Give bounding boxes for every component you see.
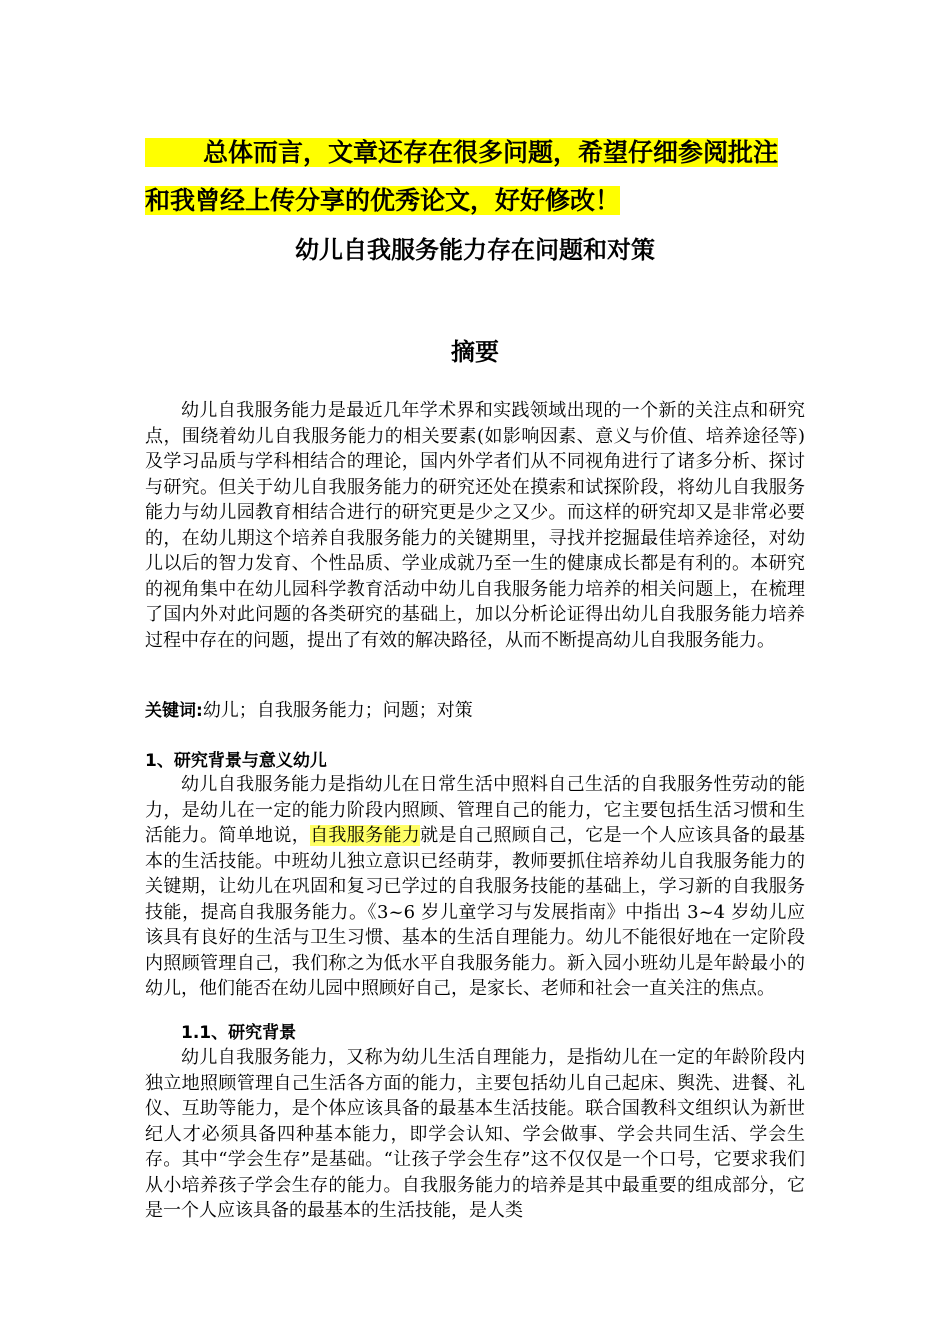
abstract-body: 幼儿自我服务能力是最近几年学术界和实践领域出现的一个新的关注点和研究点，围绕着幼儿自我服务能力的相关要素(如影响因素、意义与价值、培养途径等)及学习品质与学科相结合的理论，国内外学者们从不同视角进行了诸多分析、探讨与研究。但关于幼儿自我服务能力的研究还处在摸索和试探阶段，将幼儿自我服务能力与幼儿园教育相结合进行的研究更是少之又少。而这样的研究却又是非常必要的，在幼儿期这个培养自我服务能力的关键期里，寻找并挖掘最佳培养途径，对幼儿以后的智力发育、个性品质、学业成就乃至一生的健康成长都是有利的。本研究的视角集中在幼儿园科学教育活动中幼儿自我服务能力培养的相关问题上，在梳理了国内外对此问题的各类研究的基础上，加以分析论证得出幼儿自我服务能力培养过程中存在的问题，提出了有效的解决路径，从而不断提高幼儿自我服务能力。 bbox=[145, 400, 805, 651]
paper-title: 幼儿自我服务能力存在问题和对策 bbox=[295, 236, 655, 264]
section-1-1-body: 幼儿自我服务能力，又称为幼儿生活自理能力，是指幼儿在一定的年龄阶段内独立地照顾管理自己生活各方面的能力，主要包括幼儿自己起床、舆洗、进餐、礼仪、互助等能力，是个体应该具备的最基本生活技能。联合国教科文组织认为新世纪人才必须具备四种基本能力，即学会认知、学会做事、学会共同生活、学会生存。其中“学会生存”是基础。“让孩子学会生存”这不仅仅是一个口号，它要求我们从小培养孩子学会生存的能力。自我服务能力的培养是其中最重要的组成部分，它是一个人应该具备的最基本的生活技能，是人类 bbox=[145, 1047, 805, 1221]
section-1-text-after: 就是自己照顾自己，它是一个人应该具备的最基本的生活技能。中班幼儿独立意识已经萌芽，教师要抓住培养幼儿自我服务能力的关键期，让幼儿在巩固和复习已学过的自我服务技能的基础上，学习新的自我服务技能，提高自我服务能力。《3~6 岁儿童学习与发展指南》中指出 3~4 岁幼儿应该具有良好的生活与卫生习惯、基本的生活自理能力。幼儿不能很好地在一定阶段内照顾管理自己，我们称之为低水平自我服务能力。新入园小班幼儿是年龄最小的幼儿，他们能否在幼儿园中照顾好自己，是家长、老师和社会一直关注的焦点。 bbox=[145, 825, 806, 999]
reviewer-note-line-1 bbox=[145, 133, 778, 173]
reviewer-note-highlight: 和我曾经上传分享的优秀论文，好好修改！ bbox=[145, 186, 621, 215]
keywords-value: 幼儿；自我服务能力；问题；对策 bbox=[202, 700, 473, 721]
reviewer-note-highlight: 总体而言，文章还存在很多问题，希望仔细参阅批注 bbox=[145, 138, 778, 167]
reviewer-note-line-2 bbox=[145, 181, 620, 221]
inline-highlight: 自我服务能力 bbox=[310, 825, 421, 846]
keywords-line bbox=[145, 698, 805, 724]
section-1-text-before: 幼儿自我服务能力是指幼儿在日常生活中照料自己生活的自我服务性劳动的能力，是幼儿在一定的能力阶段内照顾、管理自己的能力，它主要包括生活习惯和生活能力。简单地说， bbox=[145, 774, 805, 846]
section-1-body bbox=[145, 772, 805, 1002]
section-1-heading: 1、研究背景与意义幼儿 bbox=[145, 751, 327, 771]
section-1-1-heading: 1.1、研究背景 bbox=[181, 1023, 297, 1043]
keywords-label: 关键词: bbox=[145, 701, 203, 721]
abstract-heading: 摘要 bbox=[451, 338, 499, 366]
